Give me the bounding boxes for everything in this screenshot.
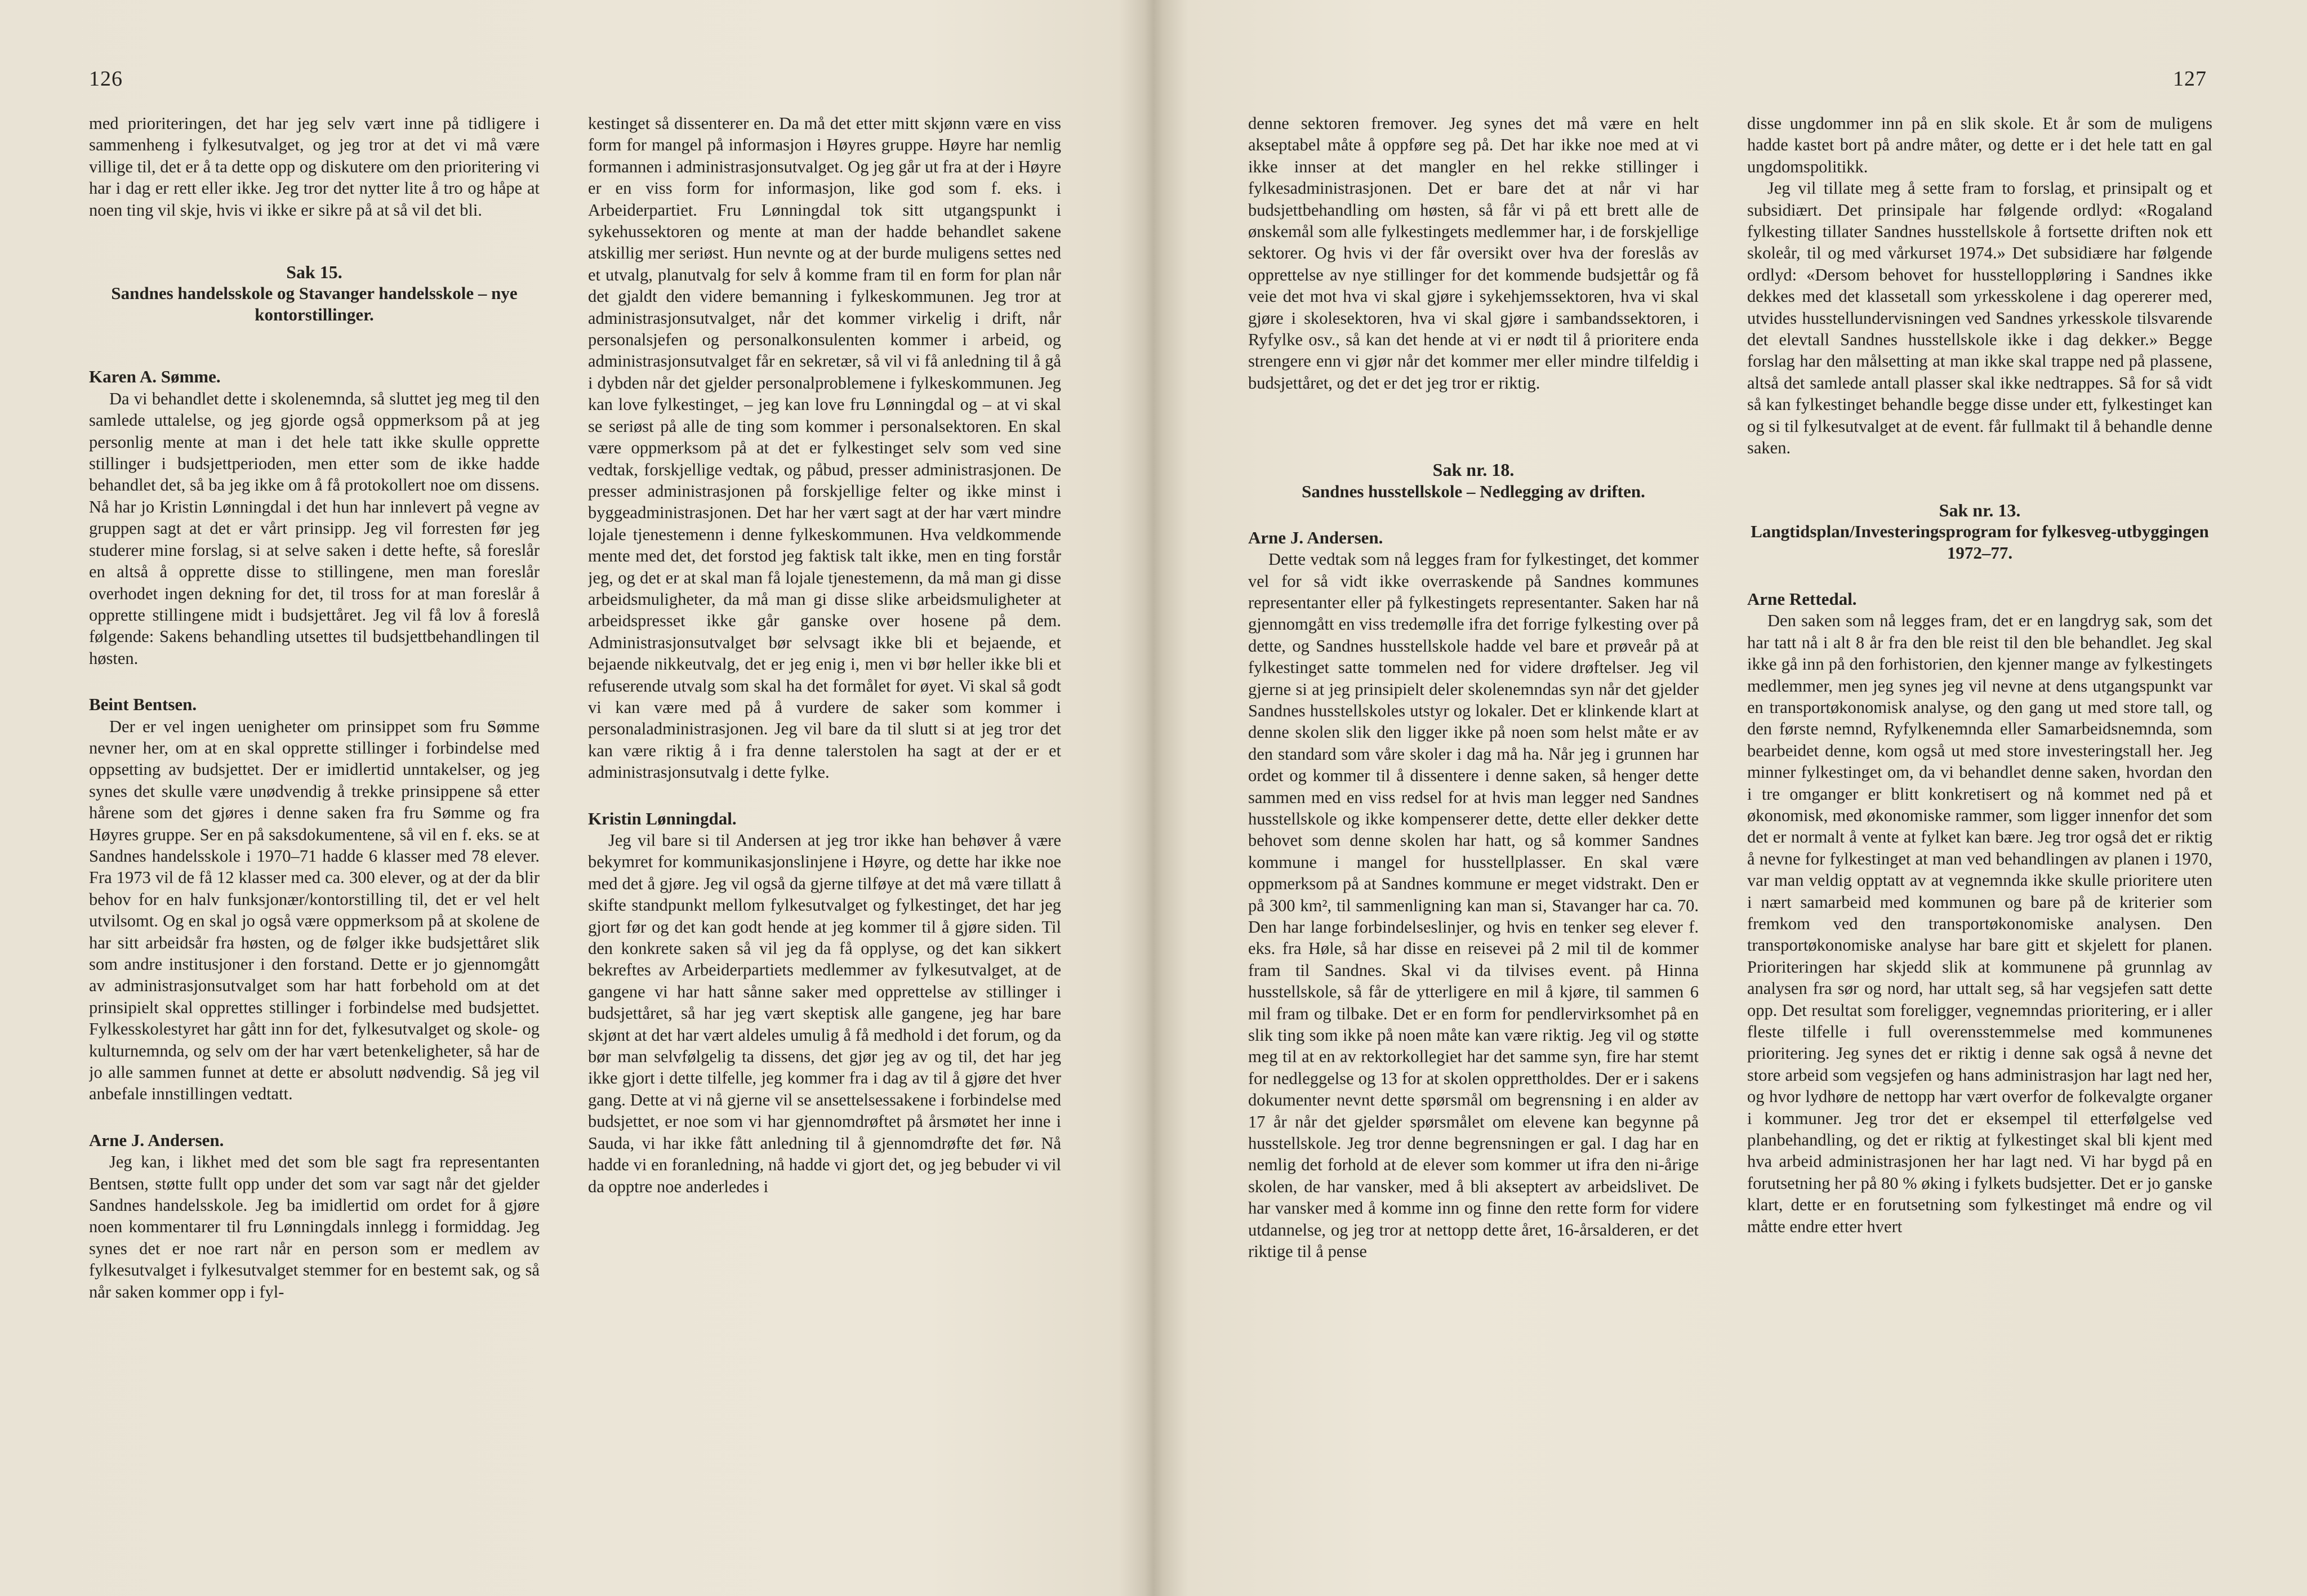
paragraph: disse ungdommer inn på en slik skole. Et år som de muligens hadde kastet bort på andre måter, og dette er i det hele tatt en gal ungdomspolitikk. [1747,114,2212,176]
case-number: Sak nr. 13. [1939,500,2021,520]
paragraph: Dette vedtak som nå legges fram for fylkestinget, det kommer vel for så vidt ikke overraskende på Sandnes kommunes representanter eller på fylkestingets representanter. Saken har nå gjennomgått en viss tredemølle ifra det forrige fylkesting over på dette, og Sandnes husstellskole hadde vel bare et prøveår på at fylkestinget satte tommelen ned for videre drøftelser. Jeg vil gjerne si at jeg prinsipielt deler skolenemndas syn når det gjelder Sandnes husstellskoles utstyr og lokaler. Det er klinkende klart at denne skolen slik den ligger ikke på noen som helst måte er av den standard som våre skoler i dag må ha. Når jeg i grunnen har ordet og kommer til å dissentere i denne saken, så henger dette sammen med en viss redsel for at hvis man legger ned Sandnes husstellskole og ikke kompenserer dette, dette eller dekker dette behovet som denne skolen har hatt, og så kommer Sandnes kommune i mangel for husstellplasser. En skal være oppmerksom på at Sandnes kommune er meget vidstrakt. Den er på 300 km², til sammenligning kan man si, Stavanger har ca. 70. Den har lange forbindelseslinjer, og hvis en tenker seg elever f. eks. fra Høle, så har disse en reisevei på 2 mil til de kommer fram til Sandnes. Skal vi da tilvises event. på Hinna husstellskole, så får de ytterligere en mil å kjøre, til sammen 6 mil fram og tilbake. Det er en form for pendlervirksomhet på en slik ting som ikke på noen måte kan være riktig. Jeg vil og støtte meg til at en av rektorkollegiet har det samme syn, fire har stemt for nedleggelse og 13 for at skolen opprettholdes. Der er i sakens dokumenter nevnt dette spørsmål om begrensning i en alder av 17 år når det gjelder spørsmålet om elevene kan begynne på husstellskole. Jeg tror denne begrensningen er gal. I dag har en nemlig det forhold at de elever som kommer ut ifra den ni-årige skolen, de har vansker, med å bli akseptert av arbeidslivet. De har vansker med å komme inn og finne den rette form for videre utdannelse, og jeg tror at nettopp dette året, 16-årsalderen, er det riktige til å pense [1248,550,1699,1261]
left-page-column-2 [588,113,1061,1554]
paragraph: denne sektoren fremover. Jeg synes det må være en helt akseptabel måte å oppføre seg på. Det har ikke noe med at vi ikke innser at det mangler en hel rekke stillinger i fylkesadministrasjonen. Det er bare det at når vi har budsjettbehandling om høsten, så får vi på ett brett alle de ønskemål som alle fylkestingets medlemmer har, i de forskjellige sektorer. Og hvis vi der får oversikt over hva der foreslås av opprettelse av nye stillinger for det kommende budsjettår og få veie det mot hva vi skal gjøre i sykehjemssektoren, hva vi skal gjøre i skolesektoren, hva vi skal gjøre i sambandssektoren, i Ryfylke osv., så kan det hende at vi er nødt til å prioritere enda strengere enn vi gjør når det kommer mer eller mindre tilfeldig i budsjettåret, og det er det jeg tror er riktig. [1248,114,1699,393]
speaker-name: Beint Bentsen. [89,694,197,715]
paragraph: Den saken som nå legges fram, det er en langdryg sak, som det har tatt nå i alt 8 år fra den ble reist til den ble behandlet. Jeg skal ikke gå inn på den forhistorien, den kjenner mange av fylkestingets medlemmer, men jeg synes jeg vil nevne at dens utgangspunkt var en transportøkonomisk analyse, og den gang ut med store tall, og den første nemnd, Ryfylkenemnda eller Samarbeidsnemnda, som bearbeidet denne, kom også ut med store investeringstall her. Jeg minner fylkestinget om, da vi behandlet denne saken, hvordan den i tre omganger er blitt konkretisert og nå kommet ned på et økonomisk, med økonomiske rammer, som ligger innenfor det som det er normalt å vente at fylket kan bære. Jeg tror også det er riktig å nevne for fylkestinget at man ved behandlingen av planen i 1970, var man veldig opptatt av at vegnemnda ikke skulle prioritere uten i nært samarbeid med kommunen og bare på de kriterier som fremkom ved den transportøkonomiske analysen. Den transportøkonomiske analyse har bare gitt et skjelett for planen. Prioriteringen har skjedd slik at kommunene på grunnlag av analysen fra sør og nord, har uttalt seg, så har vegsjefen satt dette opp. Det resultat som foreligger, vegnemndas prioritering, er i aller fleste tilfelle i full overensstemmelse med kommunenes prioritering. Jeg synes det er riktig i denne sak også å nevne det store arbeid som vegsjefen og hans administrasjon har lagt ned her, og hvor lydhøre de nettopp har vært overfor de folkevalgte organer i kommuner. Jeg tror det er eksempel til etterfølgelse ved planbehandling, og det er riktig at fylkestinget skal bli kjent med hva arbeid administrasjonen her har lagt ned. Vi har bygd på en forutsetning her på 80 % øking i fylkets budsjetter. Det er jo ganske klart, dette er en forutsetning som fylkestinget må endre og vil måtte endre etter hvert [1747,611,2212,1236]
case-number: Sak nr. 18. [1432,460,1515,480]
speaker-name: Karen A. Sømme. [89,367,221,387]
right-page-column-1 [1248,113,1699,1554]
paragraph: med prioriteringen, det har jeg selv vært inne på tidligere i sammenheng i fylkesutvalget, og jeg tror at det vi må være villige til, det er å ta dette opp og diskutere om den prioritering vi har i dag er rett eller ikke. Jeg tror det nytter lite å tro og håpe at noen ting vil skje, hvis vi ikke er sikre på at så vil det bli. [89,114,540,220]
right-page-column-2 [1747,113,2212,1554]
paragraph: Jeg vil tillate meg å sette fram to forslag, et prinsipalt og et subsidiært. Det prinsipale har følgende ordlyd: «Rogaland fylkesting tillater Sandnes husstellskole å fortsette driften nok ett skoleår, til og med vårkurset 1974.» Det subsidiære har følgende ordlyd: «Dersom behovet for husstelloppløring i Sandnes ikke dekkes med det klassetall som yrkesskolene i dag opererer med, utvides husstellundervisningen ved Sandnes yrkesskole tilsvarende det elevtall Sandnes husstellskole ikke i dag dekker.» Begge forslag har den målsetting at man ikke skal trappe ned på plassene, altså det samlede antall plasser skal ikke nedtrappes. Så for så vidt så kan fylkestinget behandle begge disse under ett, fylkestinget kan og si til fylkesutvalget at de event. får fullmakt til å behandle denne saken. [1747,179,2212,458]
speaker-name: Arne Rettedal. [1747,589,1857,609]
paragraph: Der er vel ingen uenigheter om prinsippet som fru Sømme nevner her, om at en skal opprette stillinger i forbindelse med oppsetting av budsjettet. Der er imidlertid unntakelser, og jeg synes det skulle være unødvendig å trekke prinsippene så etter hårene som det gjøres i denne saken fra fru Sømme og fra Høyres gruppe. Ser en på saksdokumentene, så vil en f. eks. se at Sandnes handelsskole i 1970–71 hadde 6 klasser med 78 elever. Fra 1973 vil de få 12 klasser med ca. 300 elever, og at der da blir behov for en halv funksjonær/kontorstilling til, det er vel helt utvilsomt. Og en skal jo også være oppmerksom på at skolene de har sitt arbeidsår fra høsten, og de følger ikke budsjettåret slik som andre institusjoner i den forstand. Dette er jo gjennomgått av administrasjonsutvalget som har hatt forbehold om at det prinsipielt skal opprettes stillinger i forbindelse med budsjettet. Fylkesskolestyret har gått inn for det, fylkesutvalget og skole- og kulturnemnda, og selv om der har vært betenkeligheter, så har de jo alle sammen funnet at dette er absolutt nødvendig. Så jeg vil anbefale innstillingen vedtatt. [89,716,540,1104]
paragraph: Da vi behandlet dette i skolenemnda, så sluttet jeg meg til den samlede uttalelse, og jeg gjorde også oppmerksom på at jeg personlig mente at man i det hele tatt ikke skulle opprette stillinger i budsjettperioden, men etter som de ikke hadde behandlet det, så ba jeg ikke om å få protokollert noe om dissens. Nå har jo Kristin Lønningdal i det hun har innlevert på vegne av gruppen sagt at det er vårt prinsipp. Jeg vil forresten før jeg studerer mine forslag, si at selve saken i dette hefte, så foreslår en altså å opprette disse to stillingene, men man foreslår overhodet ingen dekning for det, til tross for at man foreslår å opprette stillingene midt i budsjettåret. Jeg vil få lov å foreslå følgende: Sakens behandling utsettes til budsjettbehandlingen til høsten. [89,389,540,668]
case-title: Sandnes husstellskole – Nedlegging av driften. [1302,481,1645,501]
page-number-right: 127 [2173,67,2207,91]
right-page [1154,0,2307,1596]
paragraph: kestinget så dissenterer en. Da må det etter mitt skjønn være en viss form for mangel på informasjon i Høyres gruppe. Høyre har nemlig formannen i administrasjonsutvalget. Og jeg går ut fra at der i Høyre er en viss form for informasjon, like god som f. eks. i Arbeiderpartiet. Fru Lønningdal tok sitt utgangspunkt i sykehussektoren og mente at man der hadde behandlet sakene atskillig mer seriøst. Hun nevnte og at der burde muligens settes ned et utvalg, planutvalg for selv å komme fram til en form for plan når det gjaldt den videre bemanning i fylkeskommunen. Jeg tror at administrasjonsutvalget, når det kommer virkelig i drift, når personalsjefen og personalkonsulenten kommer i arbeid, og administrasjonsutvalget får en sekretær, så vil vi få anledning til å gå i dybden når det gjelder personalproblemene i fylkeskommunen. Jeg kan love fylkestinget, – jeg kan love fru Lønningdal og – at vi skal se seriøst på alle de ting som kommer i personalsektoren. En skal være oppmerksom på at det er fylkestinget selv som ved sine vedtak, forskjellige vedtak, og påbud, presser administrasjonen. De presser administrasjonen på forskjellige felter og ikke minst i byggeadministrasjonen. Det har her vært sagt at der har vært mindre lojale tjenestemenn i denne fylkeskommunen. Hva veldkommende mente med det, det forstod jeg faktisk talt ikke, men en ting forstår jeg, og det er at skal man få lojale tjenestemenn, da må man gi disse arbeidsmuligheter, da må man gi disse slike arbeidsmuligheter at arbeidspresset ikke går ganske over hosene på dem. Administrasjonsutvalget bør selvsagt ikke bli et bejaende, et bejaende nikkeutvalg, det er jeg enig i, men vi bør heller ikke bli et refuserende utvalg som skal ha det formålet for øyet. Vi skal så godt vi kan være med på å vurdere de saker som kommer i personaladministrasjonen. Jeg vil bare da til slutt si at jeg tror det kan være riktig å i fra denne talerstolen ha sagt at der er et administrasjonsutvalg i dette fylke. [588,114,1061,782]
page-number-left: 126 [89,67,123,91]
speaker-name: Kristin Lønningdal. [588,808,737,828]
paragraph: Jeg kan, i likhet med det som ble sagt fra representanten Bentsen, støtte fullt opp under det som var sagt når det gjelder Sandnes handelsskole. Jeg ba imidlertid om ordet for å gjøre noen kommentarer til fru Lønningdals innlegg i formiddag. Jeg synes det er noe rart når en person som er medlem av fylkesutvalget i fylkesutvalget stemmer for en bestemt sak, og så når saken kommer opp i fyl- [89,1152,540,1301]
case-number: Sak 15. [286,262,342,283]
case-title: Sandnes handelsskole og Stavanger handelsskole – nye kontorstillinger. [111,283,518,325]
paragraph: Jeg vil bare si til Andersen at jeg tror ikke han behøver å være bekymret for kommunikasjonslinjene i Høyre, og dette har ikke noe med det å gjøre. Jeg vil også da gjerne tilføye at det må være tillatt å skifte standpunkt mellom fylkesutvalget og fylkestinget, det har jeg gjort før og det kan godt hende at jeg kommer til å gjøre siden. Til den konkrete saken så vil jeg da få opplyse, og det kan sikkert bekreftes av Arbeiderpartiets medlemmer av fylkesutvalget, at de gangene vi har hatt sånne saker med opprettelse av stillinger i budsjettåret, så har jeg vært skeptisk alle gangene, jeg har bare skjønt at det har vært aldeles umulig å få medhold i det forum, og da bør man selvfølgelig ta dissens, det gjør jeg av og til, det har jeg ikke gjort i dette tilfelle, jeg kommer fra i dag av til å gjøre det hver gang. Dette at vi nå gjerne vil se ansettelsessakene i forbindelse med budsjettet, er noe som vi har gjennomdrøftet på årsmøtet her inne i Sauda, vi har ikke fått anledning til å gjennomdrøfte det før. Nå hadde vi en foranledning, nå hadde vi gjort det, og jeg bebuder vi vil da opptre noe anderledes i [588,831,1061,1196]
speaker-name: Arne J. Andersen. [1248,527,1383,547]
speaker-name: Arne J. Andersen. [89,1130,224,1150]
case-title: Langtidsplan/Investeringsprogram for fylkesveg-utbyggingen 1972–77. [1751,521,2209,563]
left-page-column-1 [89,113,540,1554]
